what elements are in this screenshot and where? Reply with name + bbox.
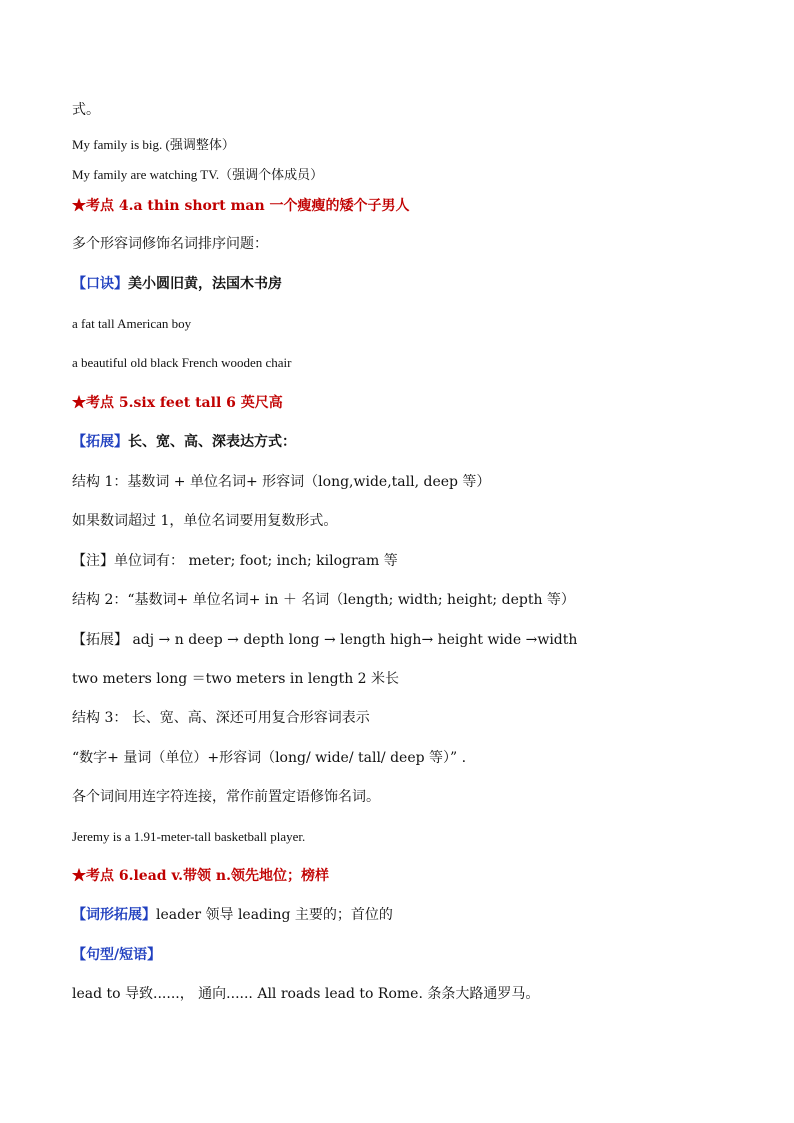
structure-line: 结构 2：“基数词+ 单位名词+ in ＋ 名词（length; width; height; depth 等） [72,592,575,608]
example-phrase: two meters long ＝two meters in length 2 米长 [72,671,400,687]
example-sentence: Jeremy is a 1.91-meter-tall basketball player. [72,829,306,844]
key-point-heading [72,866,329,886]
pattern-heading [72,945,161,965]
key-point-heading [72,393,283,413]
mnemonic-line [72,274,282,294]
structure-line: 结构 1：基数词 + 单位名词+ 形容词（long,wide,tall, deep 等） [72,474,491,490]
key-point-label: 考点 5.six feet tall 6 英尺高 [86,395,283,411]
example-phrase: a beautiful old black French wooden chair [72,355,292,370]
mnemonic-text: 美小圆旧黄，法国木书房 [128,276,282,292]
section-bracket-label: 【口诀】 [72,276,128,292]
note-line: 【注】单位词有： meter; foot; inch; kilogram 等 [72,553,398,569]
extension-line: 【拓展】 adj → n deep → depth long → length high→ height wide →width [72,632,578,648]
key-point-label: 考点 6.lead v.带领 n.领先地位；榜样 [86,868,329,884]
text-line: 式。 [72,102,100,118]
extension-heading [72,432,296,452]
word-form-text: leader 领导 leading 主要的；首位的 [156,907,393,923]
extension-text: 长、宽、高、深表达方式： [128,434,296,450]
star-icon: ★ [72,395,86,411]
key-point-label: 考点 4.a thin short man 一个瘦瘦的矮个子男人 [86,198,410,214]
word-form-line [72,905,393,925]
star-icon: ★ [72,868,86,884]
section-bracket-label: 【句型/短语】 [72,947,162,963]
section-bracket-label: 【词形拓展】 [72,907,156,923]
structure-line: 结构 3： 长、宽、高、深还可用复合形容词表示 [72,710,370,726]
star-icon: ★ [72,198,86,214]
text-line: “数字+ 量词（单位）+形容词（long/ wide/ tall/ deep 等）” . [72,750,467,766]
text-line: 各个词间用连字符连接，常作前置定语修饰名词。 [72,789,380,805]
key-point-heading [72,196,410,216]
phrase-line: lead to 导致......， 通向...... All roads lead to Rome. 条条大路通罗马。 [72,986,540,1002]
text-line: 多个形容词修饰名词排序问题： [72,236,268,252]
example-sentence: My family is big. (强调整体） [72,137,235,152]
section-bracket-label: 【拓展】 [72,434,128,450]
text-line: 如果数词超过 1，单位名词要用复数形式。 [72,513,338,529]
example-sentence: My family are watching TV.（强调个体成员） [72,167,324,182]
example-phrase: a fat tall American boy [72,316,192,331]
